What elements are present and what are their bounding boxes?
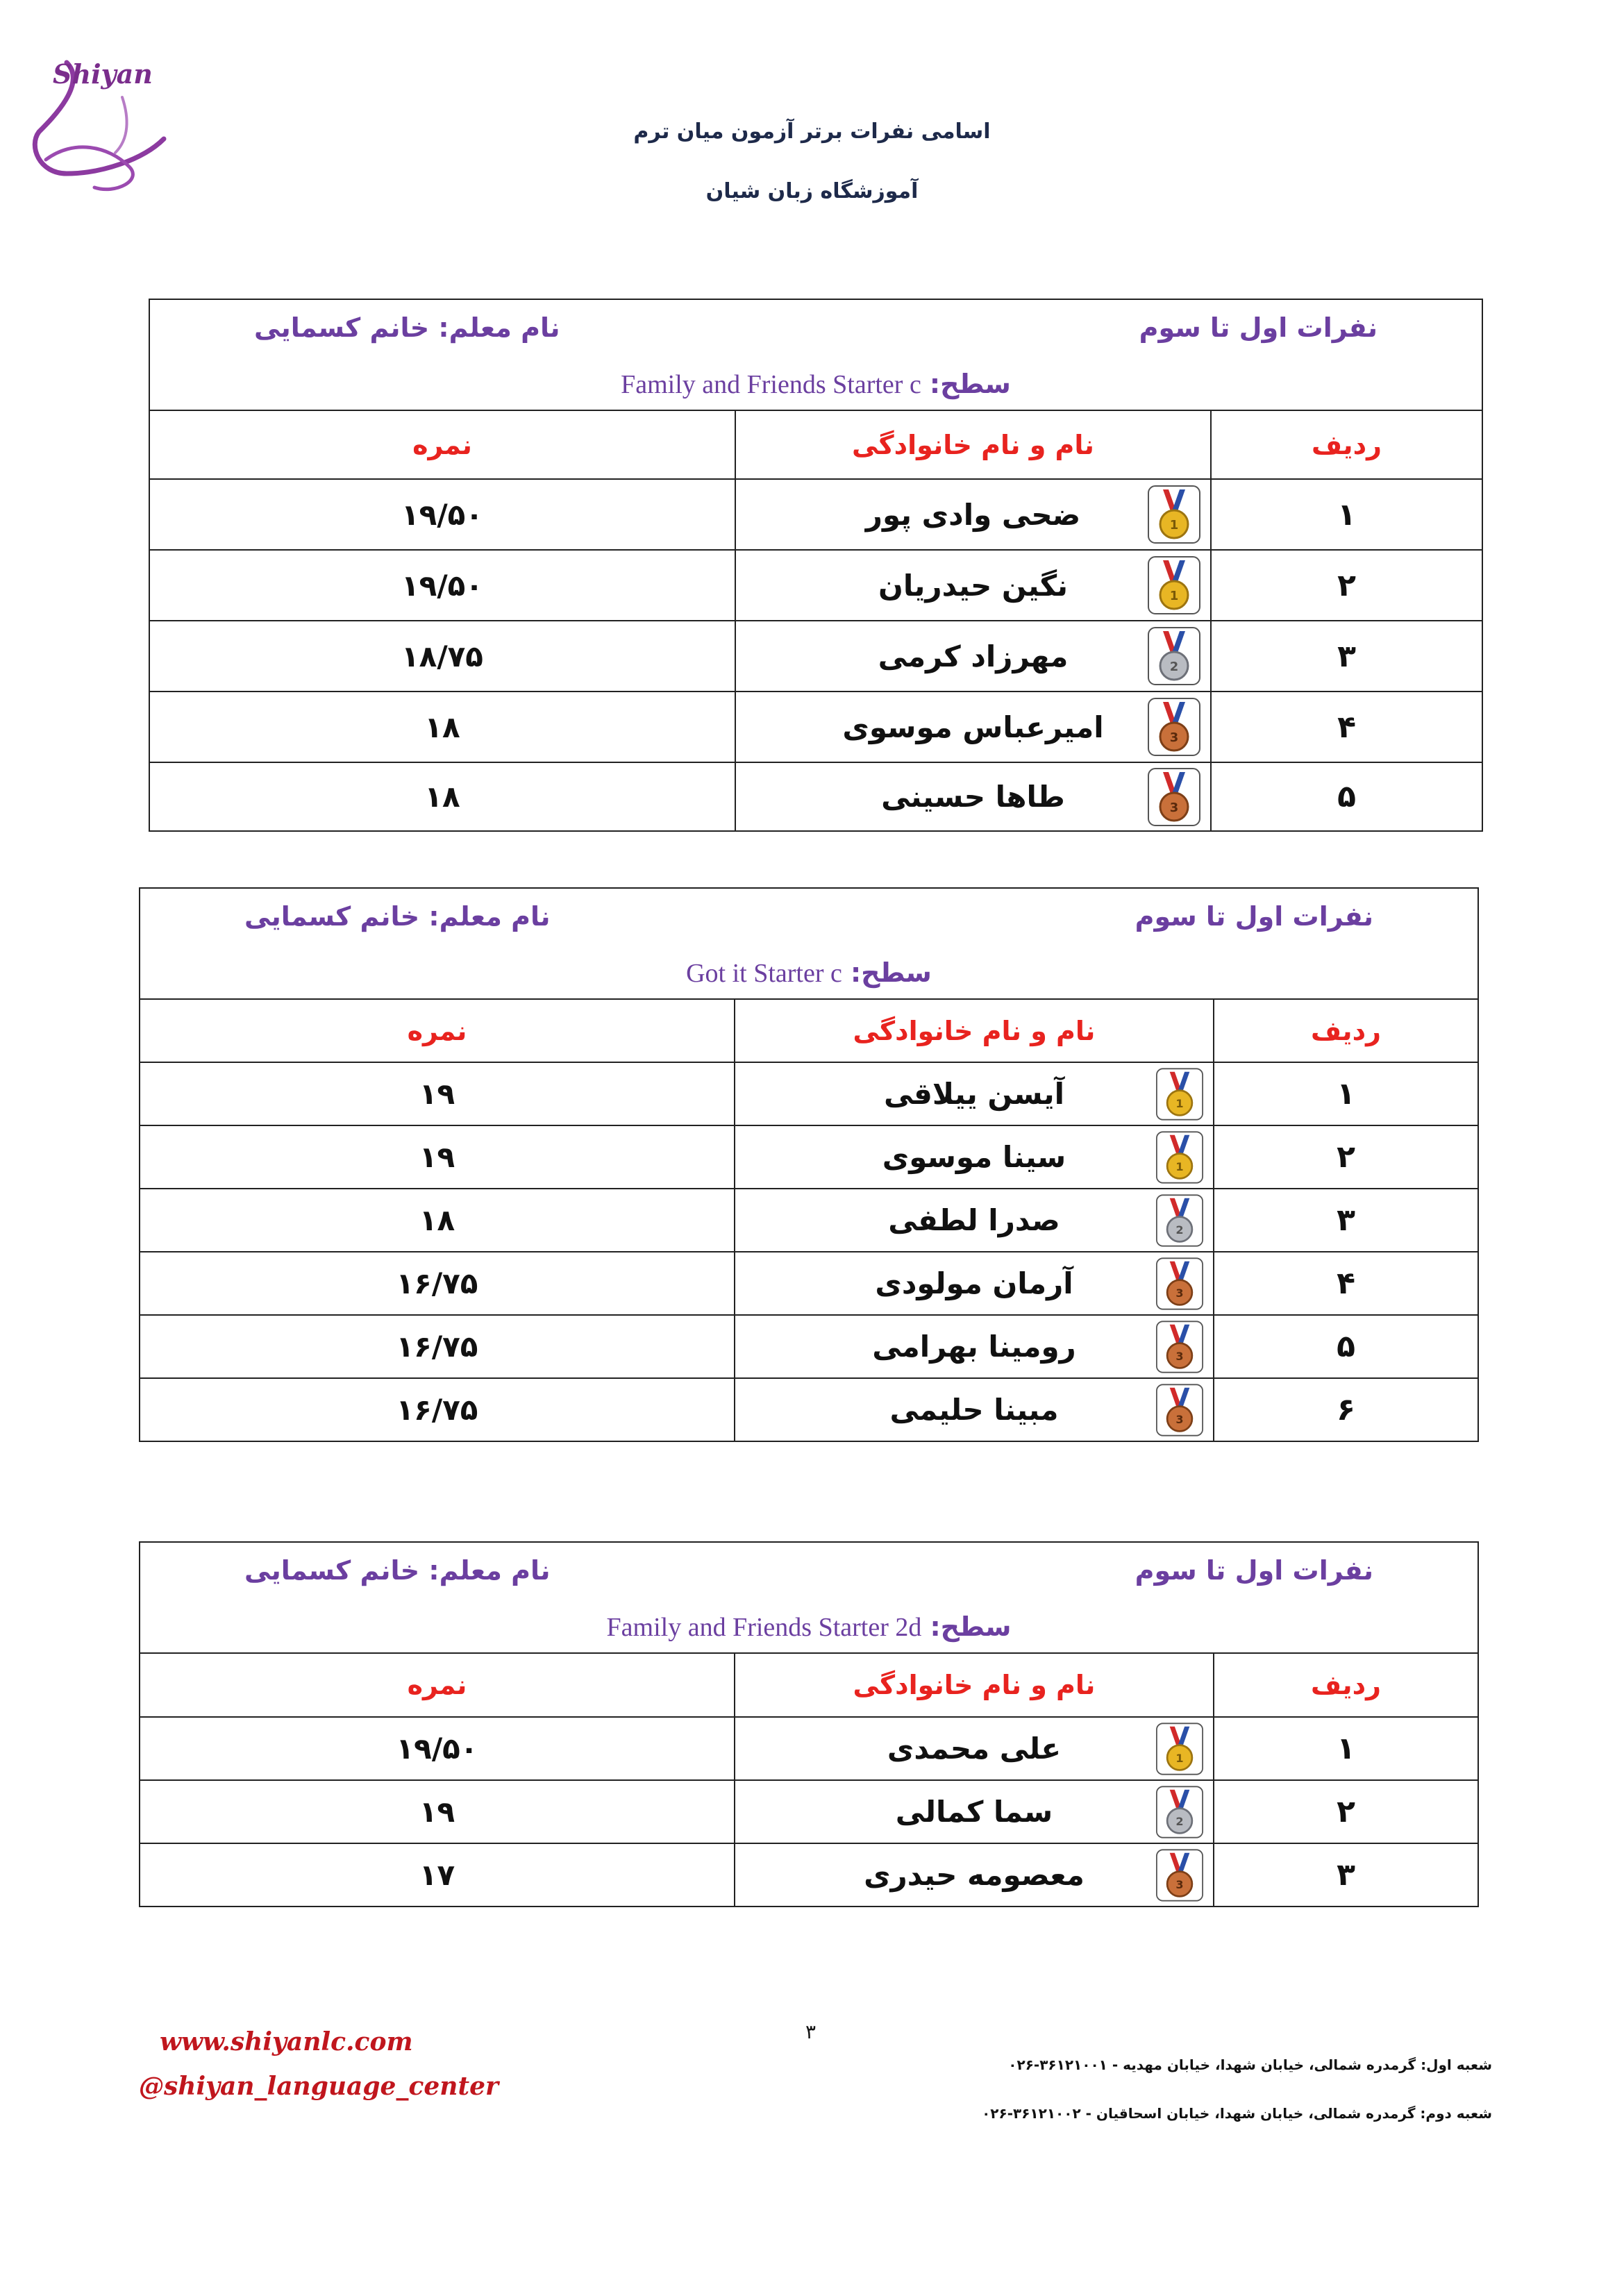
branch-2-address: شعبه دوم: گرمدره شمالی، خیابان شهدا، خیابان اسحاقیان - ۳۶۱۲۱۰۰۲-۰۲۶: [982, 2105, 1492, 2122]
rank-cell: ۳: [1214, 1843, 1477, 1906]
rank-cell: ۶: [1214, 1378, 1477, 1441]
svg-text:3: 3: [1169, 730, 1179, 745]
score-cell: ۱۹: [140, 1780, 735, 1843]
name-cell: [735, 1378, 1214, 1441]
student-name: سما کمالی: [895, 1795, 1053, 1829]
silver-medal-icon: [1156, 1786, 1203, 1838]
svg-text:2: 2: [1175, 1223, 1184, 1237]
table-heading-ranks: نفرات اول تا سوم: [1135, 901, 1373, 932]
name-cell: [735, 1062, 1214, 1125]
svg-text:1: 1: [1175, 1159, 1184, 1173]
svg-text:1: 1: [1169, 589, 1179, 603]
svg-text:2: 2: [1175, 1814, 1184, 1828]
table-row: [140, 1189, 1477, 1252]
rank-cell: ۵: [1214, 1315, 1477, 1378]
student-name: معصومه حیدری: [864, 1858, 1085, 1892]
name-cell: [735, 1780, 1214, 1843]
table-row: [140, 1125, 1477, 1189]
svg-text:2: 2: [1169, 660, 1179, 674]
results-table-3: [139, 1541, 1479, 1907]
student-name: آیسن ییلاقی: [883, 1077, 1065, 1111]
page-number: ۳: [805, 2020, 817, 2043]
table-header: [150, 300, 1482, 411]
column-header-row: [140, 1654, 1477, 1717]
table-heading-ranks: نفرات اول تا سوم: [1139, 312, 1378, 343]
rank-cell: ۲: [1211, 550, 1482, 621]
column-header-score: نمره: [140, 1000, 735, 1062]
gold-medal-icon: [1148, 556, 1200, 614]
student-name: علی محمدی: [887, 1732, 1062, 1766]
level-line: [150, 369, 1482, 400]
table-header: [140, 1543, 1477, 1654]
name-cell: [735, 1717, 1214, 1780]
bronze-medal-icon: [1156, 1849, 1203, 1902]
logo-wordmark: Shiyan: [53, 58, 153, 90]
level-value: Got it Starter c: [686, 959, 842, 988]
table-row: [140, 1843, 1477, 1906]
score-cell: ۱۹/۵۰: [150, 479, 735, 550]
results-grid: [140, 1654, 1477, 1906]
rank-cell: ۴: [1214, 1252, 1477, 1315]
table-row: [140, 1315, 1477, 1378]
bronze-medal-icon: [1156, 1384, 1203, 1436]
score-cell: ۱۶/۷۵: [140, 1252, 735, 1315]
student-name: ضحی وادی پور: [865, 497, 1081, 532]
table-row: [150, 479, 1482, 550]
score-cell: ۱۸: [150, 692, 735, 762]
name-cell: [735, 1189, 1214, 1252]
table-row: [140, 1717, 1477, 1780]
table-row: [150, 762, 1482, 830]
branch-1-address: شعبه اول: گرمدره شمالی، خیابان شهدا، خیابان مهدیه - ۳۶۱۲۱۰۰۱-۰۲۶: [1008, 2056, 1492, 2073]
rank-cell: ۵: [1211, 762, 1482, 830]
rank-cell: ۲: [1214, 1125, 1477, 1189]
column-header-rank: ردیف: [1211, 411, 1482, 479]
rank-cell: ۴: [1211, 692, 1482, 762]
table-row: [140, 1252, 1477, 1315]
silver-medal-icon: [1148, 627, 1200, 685]
table-row: [140, 1378, 1477, 1441]
instagram-handle[interactable]: @shiyan_language_center: [139, 2072, 499, 2101]
teacher-name: نام معلم: خانم کسمایی: [254, 312, 560, 343]
svg-text:1: 1: [1169, 518, 1179, 533]
table-row: [150, 621, 1482, 692]
bronze-medal-icon: [1156, 1321, 1203, 1373]
student-name: مهرزاد کرمی: [878, 639, 1069, 673]
level-value: Family and Friends Starter 2d: [606, 1613, 922, 1642]
rank-cell: ۱: [1214, 1717, 1477, 1780]
score-cell: ۱۹/۵۰: [140, 1717, 735, 1780]
rank-cell: ۲: [1214, 1780, 1477, 1843]
results-grid: [150, 411, 1482, 830]
page-title: اسامی نفرات برتر آزمون میان ترم: [633, 119, 991, 144]
name-cell: [735, 1252, 1214, 1315]
student-name: آرمان مولودی: [875, 1266, 1073, 1300]
score-cell: ۱۹: [140, 1125, 735, 1189]
rank-cell: ۳: [1211, 621, 1482, 692]
results-grid: [140, 1000, 1477, 1441]
name-cell: [735, 762, 1211, 830]
level-value: Family and Friends Starter c: [621, 370, 921, 399]
svg-text:3: 3: [1175, 1349, 1184, 1363]
gold-medal-icon: [1156, 1723, 1203, 1775]
student-name: مبینا حلیمی: [889, 1393, 1059, 1427]
score-cell: ۱۶/۷۵: [140, 1315, 735, 1378]
score-cell: ۱۹: [140, 1062, 735, 1125]
silver-medal-icon: [1156, 1194, 1203, 1247]
gold-medal-icon: [1156, 1131, 1203, 1184]
column-header-row: [150, 411, 1482, 479]
column-header-score: نمره: [150, 411, 735, 479]
name-cell: [735, 1843, 1214, 1906]
bronze-medal-icon: [1156, 1257, 1203, 1310]
score-cell: ۱۸: [150, 762, 735, 830]
gold-medal-icon: [1148, 485, 1200, 544]
score-cell: ۱۷: [140, 1843, 735, 1906]
teacher-name: نام معلم: خانم کسمایی: [244, 901, 551, 932]
name-cell: [735, 692, 1211, 762]
bronze-medal-icon: [1148, 768, 1200, 826]
column-header-name: نام و نام خانوادگی: [735, 1654, 1214, 1717]
column-header-score: نمره: [140, 1654, 735, 1717]
score-cell: ۱۹/۵۰: [150, 550, 735, 621]
svg-text:3: 3: [1175, 1412, 1184, 1426]
table-row: [140, 1780, 1477, 1843]
website-link[interactable]: www.shiyanlc.com: [160, 2027, 413, 2056]
table-row: [140, 1062, 1477, 1125]
results-table-2: [139, 887, 1479, 1442]
svg-text:1: 1: [1175, 1751, 1184, 1765]
rank-cell: ۳: [1214, 1189, 1477, 1252]
column-header-row: [140, 1000, 1477, 1062]
table-row: [150, 692, 1482, 762]
column-header-name: نام و نام خانوادگی: [735, 1000, 1214, 1062]
table-row: [150, 550, 1482, 621]
rank-cell: ۱: [1211, 479, 1482, 550]
bronze-medal-icon: [1148, 698, 1200, 756]
column-header-rank: ردیف: [1214, 1000, 1477, 1062]
name-cell: [735, 550, 1211, 621]
svg-text:3: 3: [1169, 800, 1179, 815]
column-header-name: نام و نام خانوادگی: [735, 411, 1211, 479]
name-cell: [735, 479, 1211, 550]
student-name: طاها حسینی: [881, 780, 1065, 814]
column-header-rank: ردیف: [1214, 1654, 1477, 1717]
student-name: صدرا لطفی: [888, 1203, 1060, 1237]
level-label: سطح:: [930, 1611, 1012, 1642]
page-subtitle: آموزشگاه زبان شیان: [705, 179, 919, 203]
results-table-1: [149, 299, 1483, 832]
level-label: سطح:: [929, 369, 1011, 399]
name-cell: [735, 621, 1211, 692]
teacher-name: نام معلم: خانم کسمایی: [244, 1555, 551, 1586]
level-line: [140, 1611, 1477, 1643]
student-name: رومینا بهرامی: [872, 1330, 1076, 1364]
score-cell: ۱۸/۷۵: [150, 621, 735, 692]
student-name: نگین حیدریان: [878, 568, 1068, 603]
score-cell: ۱۸: [140, 1189, 735, 1252]
name-cell: [735, 1125, 1214, 1189]
rank-cell: ۱: [1214, 1062, 1477, 1125]
score-cell: ۱۶/۷۵: [140, 1378, 735, 1441]
level-label: سطح:: [850, 957, 932, 988]
student-name: سینا موسوی: [882, 1140, 1066, 1174]
svg-text:3: 3: [1175, 1877, 1184, 1891]
svg-text:1: 1: [1175, 1096, 1184, 1110]
table-header: [140, 889, 1477, 1000]
level-line: [140, 957, 1477, 989]
gold-medal-icon: [1156, 1068, 1203, 1121]
table-heading-ranks: نفرات اول تا سوم: [1135, 1555, 1373, 1586]
student-name: امیرعباس موسوی: [842, 710, 1104, 744]
svg-text:3: 3: [1175, 1286, 1184, 1300]
name-cell: [735, 1315, 1214, 1378]
